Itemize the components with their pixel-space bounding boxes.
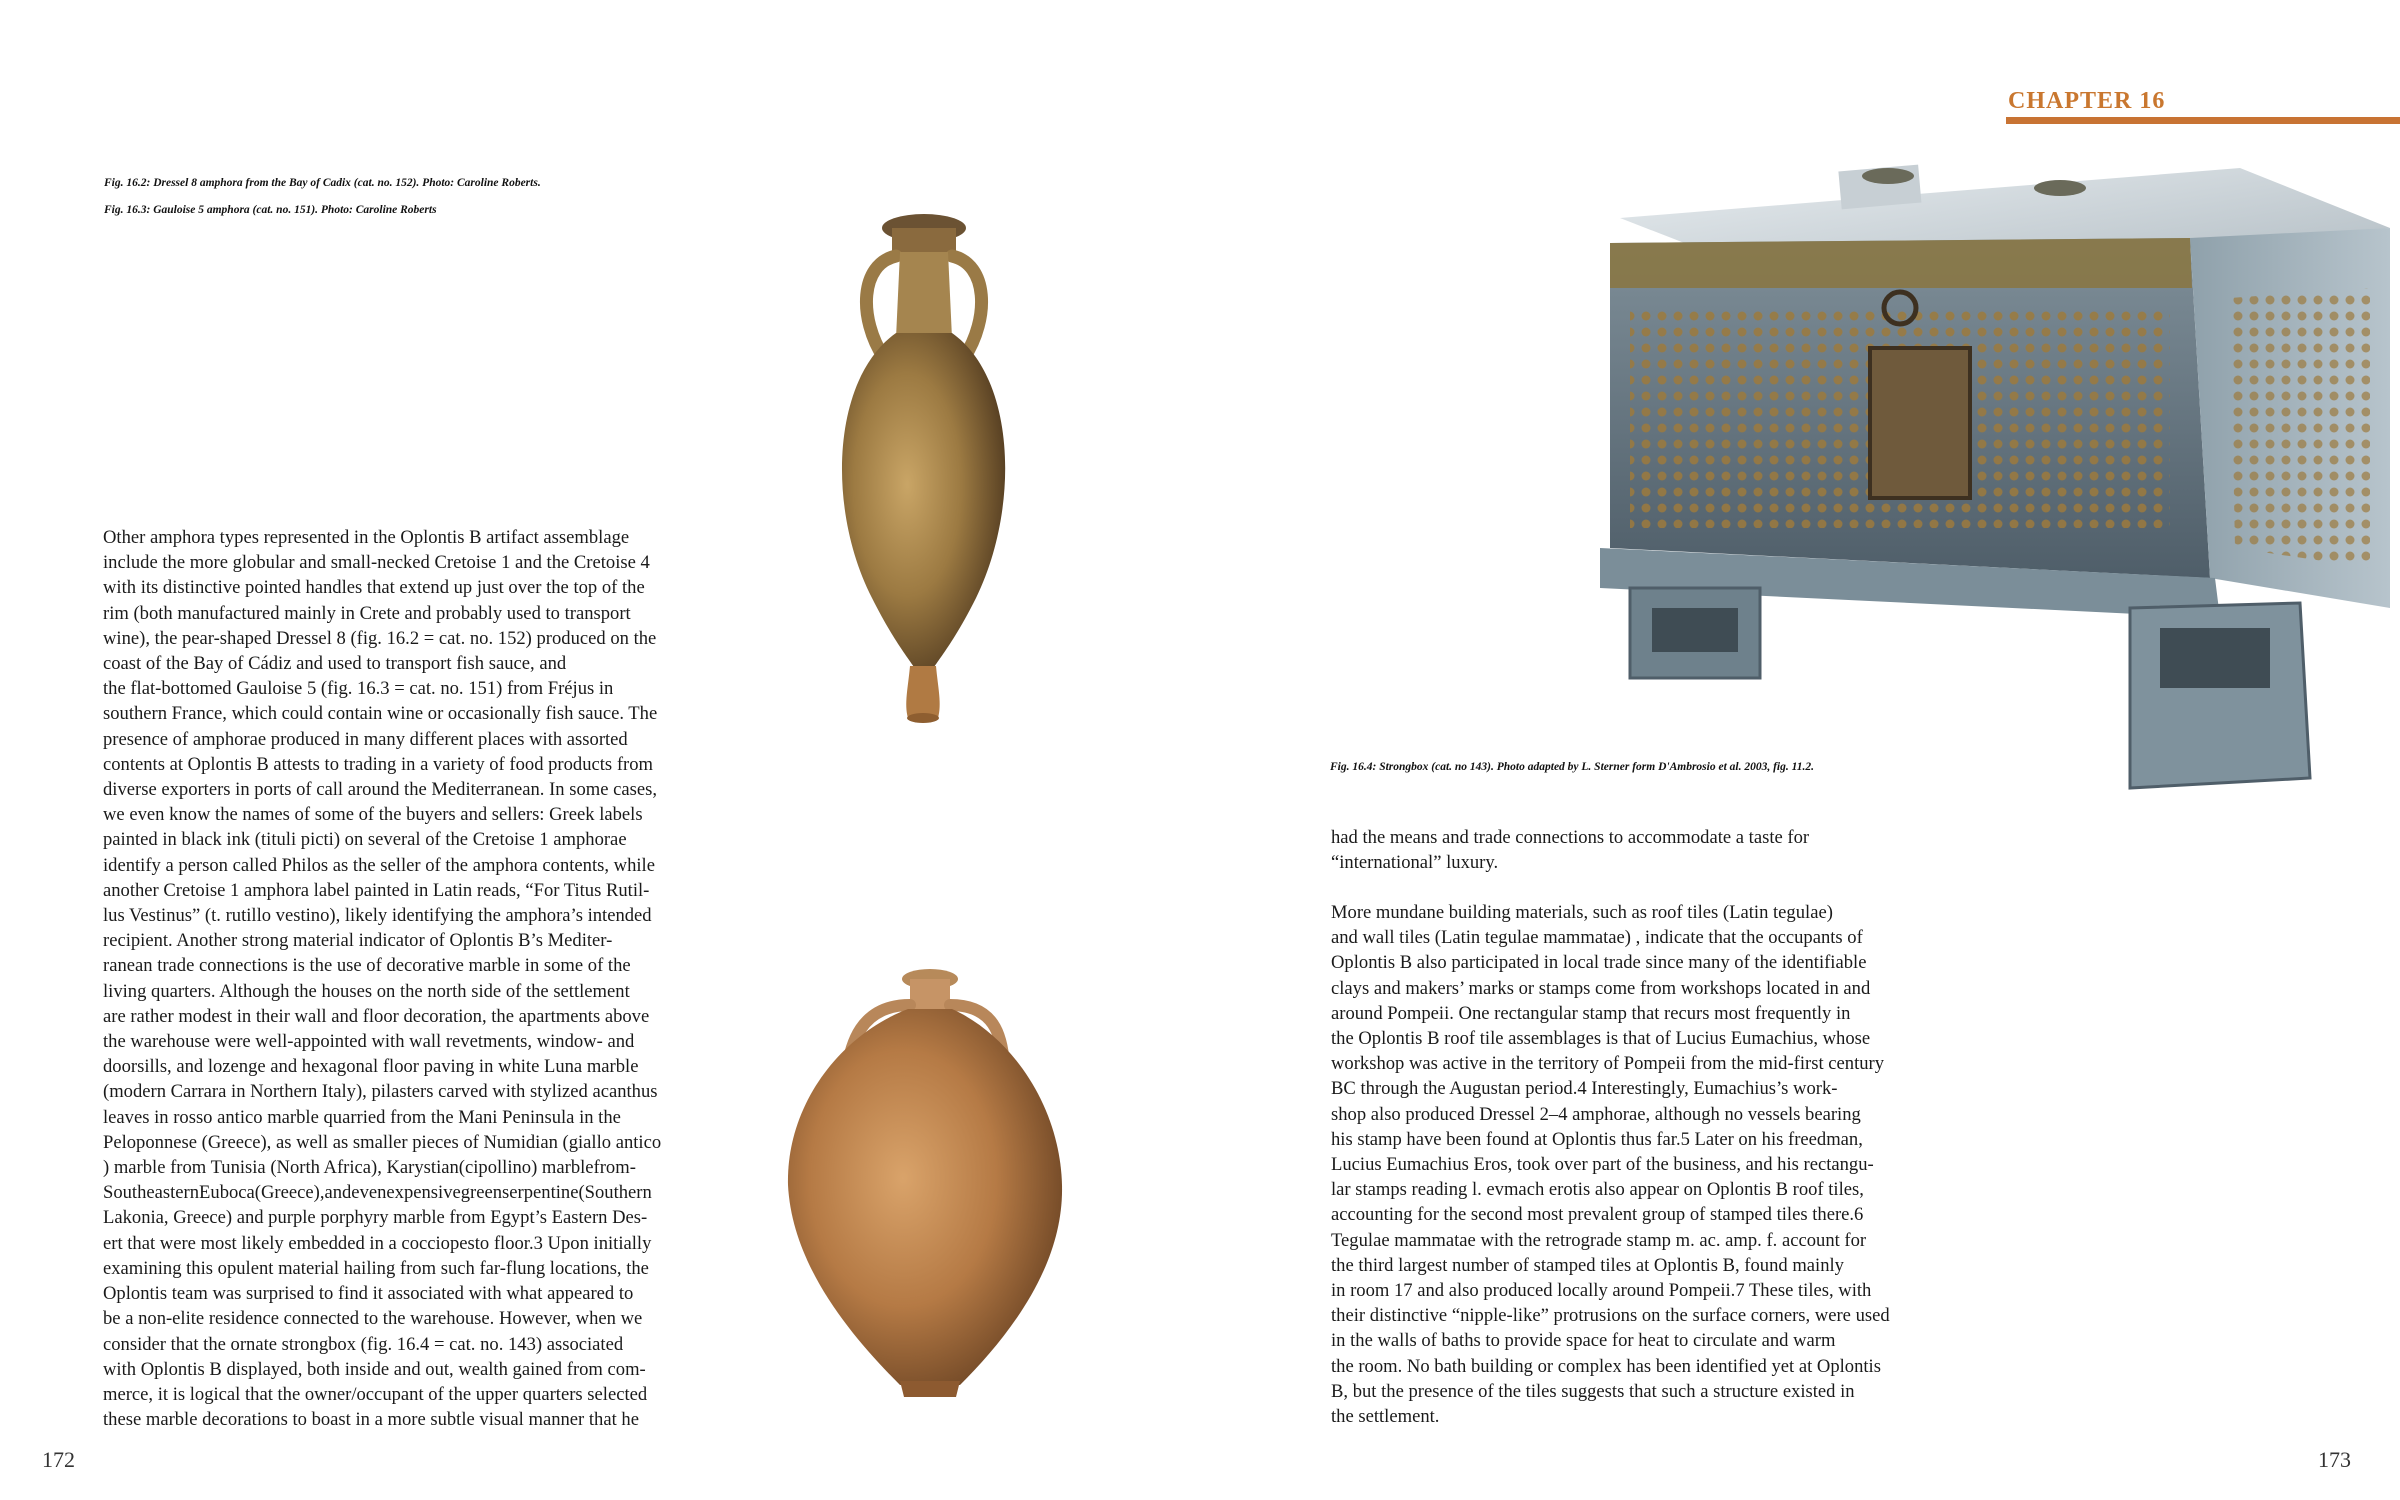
text-line: the third largest number of stamped tiles at Oplontis B, found mainly: [1331, 1254, 1844, 1276]
text-line: and wall tiles (Latin tegulae mammatae) , indicate that the occupants of: [1331, 927, 1863, 949]
text-line: examining this opulent material hailing from such far-flung locations, the: [103, 1257, 649, 1279]
page-number-right: 173: [2318, 1447, 2351, 1472]
figure-caption-16-2: Fig. 16.2: Dressel 8 amphora from the Bay of Cadix (cat. no. 152). Photo: Caroline Roberts.: [104, 177, 541, 189]
text-line: living quarters. Although the houses on the north side of the settlement: [103, 980, 630, 1002]
figure-caption-16-3: Fig. 16.3: Gauloise 5 amphora (cat. no. 151). Photo: Caroline Roberts: [104, 204, 437, 216]
left-page-body-text: [103, 525, 743, 1432]
text-line: Other amphora types represented in the Oplontis B artifact assemblage: [103, 527, 630, 548]
text-line: ranean trade connections is the use of decorative marble in some of the: [103, 955, 631, 977]
text-line: Oplontis B also participated in local trade since many of the identifiable: [1331, 952, 1867, 974]
strongbox-image: [1590, 148, 2400, 808]
text-line: coast of the Bay of Cádiz and used to transport fish sauce, and: [103, 653, 567, 675]
text-line: BC through the Augustan period.4 Interestingly, Eumachius’s work-: [1331, 1078, 1838, 1100]
text-line: are rather modest in their wall and floor decoration, the apartments above: [103, 1005, 650, 1027]
right-page-paragraph-2: [1331, 900, 1981, 1429]
text-line: B, but the presence of the tiles suggests that such a structure existed in: [1331, 1380, 1855, 1402]
text-line: painted in black ink (tituli picti) on several of the Cretoise 1 amphorae: [103, 829, 627, 851]
text-line: recipient. Another strong material indicator of Oplontis B’s Mediter-: [103, 930, 613, 952]
text-line: doorsills, and lozenge and hexagonal floor paving in white Luna marble: [103, 1056, 639, 1078]
right-page-paragraph-1: [1331, 825, 1981, 875]
text-line: in room 17 and also produced locally around Pompeii.7 These tiles, with: [1331, 1280, 1872, 1302]
text-line: the room. No bath building or complex has been identified yet at Oplontis: [1331, 1355, 1881, 1377]
text-line: leaves in rosso antico marble quarried from the Mani Peninsula in the: [103, 1106, 621, 1128]
text-line: More mundane building materials, such as roof tiles (Latin tegulae): [1331, 902, 1833, 923]
text-line: contents at Oplontis B attests to trading in a variety of food products from: [103, 753, 653, 775]
text-line: lar stamps reading l. evmach erotis also appear on Oplontis B roof tiles,: [1331, 1179, 1864, 1201]
text-line: had the means and trade connections to accommodate a taste for: [1331, 827, 1810, 848]
text-line: be a non-elite residence connected to the warehouse. However, when we: [103, 1308, 643, 1330]
text-line: Lakonia, Greece) and purple porphyry marble from Egypt’s Eastern Des-: [103, 1207, 648, 1229]
text-line: with Oplontis B displayed, both inside and out, wealth gained from com-: [103, 1358, 646, 1380]
text-line: (modern Carrara in Northern Italy), pilasters carved with stylized acanthus: [103, 1081, 658, 1103]
text-line: their distinctive “nipple-like” protrusions on the surface corners, were used: [1331, 1305, 1890, 1327]
text-line: in the walls of baths to provide space for heat to circulate and warm: [1331, 1330, 1836, 1352]
text-line: the flat-bottomed Gauloise 5 (fig. 16.3 = cat. no. 151) from Fréjus in: [103, 678, 614, 700]
text-line: rim (both manufactured mainly in Crete and probably used to transport: [103, 602, 631, 624]
text-line: clays and makers’ marks or stamps come from workshops located in and: [1331, 977, 1871, 999]
figure-caption-16-4: Fig. 16.4: Strongbox (cat. no 143). Photo adapted by L. Sterner form D'Ambrosio et al. 2003, fig. 11.2.: [1330, 761, 1814, 773]
text-line: wine), the pear-shaped Dressel 8 (fig. 16.2 = cat. no. 152) produced on the: [103, 627, 657, 649]
chapter-label: CHAPTER 16: [2008, 88, 2166, 114]
text-line: his stamp have been found at Oplontis thus far.5 Later on his freedman,: [1331, 1128, 1863, 1150]
text-line: diverse exporters in ports of call around the Mediterranean. In some cases,: [103, 779, 657, 801]
text-line: ) marble from Tunisia (North Africa), Karystian(cipollino) marblefrom-: [103, 1157, 636, 1179]
text-line: we even know the names of some of the buyers and sellers: Greek labels: [103, 804, 643, 826]
text-line: Lucius Eumachius Eros, took over part of the business, and his rectangu-: [1331, 1154, 1874, 1176]
text-line: the settlement.: [1331, 1406, 1440, 1428]
text-line: include the more globular and small-necked Cretoise 1 and the Cretoise 4: [103, 552, 650, 574]
chapter-rule: [2006, 117, 2400, 124]
text-line: merce, it is logical that the owner/occupant of the upper quarters selected: [103, 1383, 648, 1405]
text-line: “international” luxury.: [1331, 852, 1499, 874]
text-line: with its distinctive pointed handles that extend up just over the top of the: [103, 577, 645, 599]
text-line: ert that were most likely embedded in a cocciopesto floor.3 Upon initially: [103, 1232, 652, 1254]
text-line: consider that the ornate strongbox (fig. 16.4 = cat. no. 143) associated: [103, 1333, 624, 1355]
text-line: identify a person called Philos as the seller of the amphora contents, while: [103, 854, 655, 876]
text-line: workshop was active in the territory of Pompeii from the mid-first century: [1331, 1053, 1885, 1075]
text-line: these marble decorations to boast in a more subtle visual manner that he: [103, 1409, 639, 1431]
text-line: the warehouse were well-appointed with wall revetments, window- and: [103, 1031, 635, 1053]
page-number-left: 172: [42, 1447, 75, 1472]
text-line: southern France, which could contain wine or occasionally fish sauce. The: [103, 703, 658, 725]
dressel-8-amphora-image: [812, 208, 1032, 728]
text-line: the Oplontis B roof tile assemblages is that of Lucius Eumachius, whose: [1331, 1028, 1871, 1050]
text-line: Oplontis team was surprised to find it associated with what appeared to: [103, 1283, 634, 1305]
text-line: lus Vestinus” (t. rutillo vestino), likely identifying the amphora’s intended: [103, 905, 652, 927]
text-line: Tegulae mammatae with the retrograde stamp m. ac. amp. f. account for: [1331, 1229, 1867, 1251]
text-line: Peloponnese (Greece), as well as smaller pieces of Numidian (giallo antico: [103, 1131, 662, 1153]
text-line: around Pompeii. One rectangular stamp that recurs most frequently in: [1331, 1002, 1851, 1024]
text-line: presence of amphorae produced in many different places with assorted: [103, 728, 628, 750]
gauloise-5-amphora-image: [780, 965, 1070, 1397]
text-line: SoutheasternEuboca(Greece),andevenexpensivegreenserpentine(Southern: [103, 1182, 652, 1204]
text-line: another Cretoise 1 amphora label painted in Latin reads, “For Titus Rutil-: [103, 879, 650, 901]
text-line: shop also produced Dressel 2–4 amphorae, although no vessels bearing: [1331, 1103, 1861, 1125]
text-line: accounting for the second most prevalent group of stamped tiles there.6: [1331, 1204, 1864, 1226]
